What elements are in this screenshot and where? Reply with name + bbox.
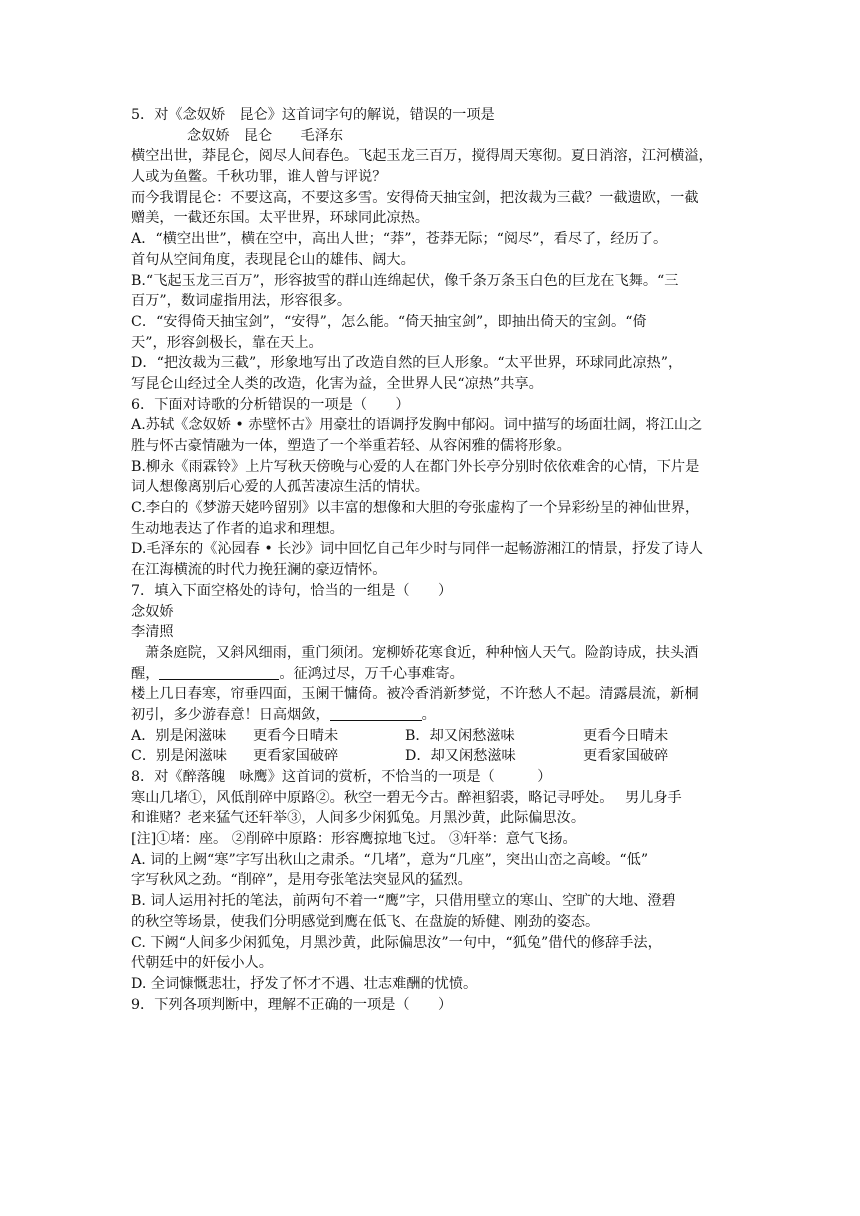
poem-text: 。征鸿过尽，万千心事难寄。 (279, 665, 464, 682)
option-c-line2: 更看家国破碎 (253, 748, 339, 765)
poem-line: 人或为鱼鳖。千秋功罪，谁人曾与评说？ (131, 169, 387, 186)
option-c: C.李白的《梦游天姥吟留别》以丰富的想像和大胆的夸张虚构了一个异彩纷呈的神仙世界， (131, 500, 700, 517)
option-a-cont: 胜与怀古豪情融为一体，塑造了一个举重若轻、从容闲雅的儒将形象。 (131, 438, 571, 454)
option-b: B.柳永《雨霖铃》上片写秋天傍晚与心爱的人在都门外长亭分别时依依难舍的心情，下片是 (131, 458, 700, 475)
poem-line: 和谁赌？老来猛气还轩举③，人间多少闲狐兔。月黑沙黄，此际偏思汝。 (131, 810, 586, 827)
poem-line-blank-2 (131, 705, 741, 726)
option-c-cont: 天”，形容剑极长，靠在天上。 (131, 334, 323, 351)
document-page (131, 105, 741, 1015)
poem-line: 萧条庭院，又斜风细雨，重门须闭。宠柳娇花寒食近，种种恼人天气。险韵诗成，扶头酒 (145, 644, 699, 661)
option-b: B．却又闲愁滋味 (405, 727, 515, 744)
poem-line: 寒山几堵①，风低削碎中原路②。秋空一碧无今古。醉袒貂裘，略记寻呼处。 男儿身手 (131, 789, 682, 806)
option-d-cont: 在江海横流的时代力挽狂澜的豪迈情怀。 (131, 562, 387, 579)
option-c: C. 下阙“人间多少闲狐兔，月黑沙黄，此际偏思汝”一句中，“狐兔”借代的修辞手法， (131, 934, 662, 951)
question-6: 6．下面对诗歌的分析错误的一项是（ ） (131, 396, 410, 413)
option-a-line2: 更看今日晴未 (253, 727, 339, 744)
fill-blank-2 (330, 706, 422, 721)
poem-line-blank-1 (131, 664, 741, 685)
fill-blank-1 (159, 665, 279, 680)
poem-text: 醒， (131, 665, 160, 682)
option-c: C．“安得倚天抽宝剑”，“安得”，怎么能。“倚天抽宝剑”，即抽出倚天的宝剑。“倚 (131, 313, 647, 330)
option-a: A．别是闲滋味 (131, 727, 227, 744)
option-a: A．“横空出世”，横在空中，高出人世；“莽”，苍莽无际；“阅尽”，看尽了，经历了。 (131, 231, 668, 248)
option-d: D.毛泽东的《沁园春 • 长沙》词中回忆自己年少时与同伴一起畅游湘江的情景，抒发了诗人 (131, 541, 703, 558)
option-a: A.苏轼《念奴娇 • 赤壁怀古》用豪壮的语调抒发胸中郁闷。词中描写的场面壮阔，将江山之 (131, 417, 703, 434)
question-7: 7．填入下面空格处的诗句，恰当的一组是（ ） (131, 582, 453, 599)
poem-text: 初引，多少游春意！日高烟敛， (131, 706, 330, 723)
poem-text: 。 (421, 706, 436, 723)
option-d: D．却又闲愁滋味 (405, 748, 516, 765)
option-a: A. 词的上阙“寒”字写出秋山之肃杀。“几堵”，意为“几座”，突出山峦之高峻。“低” (131, 851, 649, 868)
options-row-1 (131, 726, 741, 747)
option-b-cont: 百万”，数词虚指用法，形容很多。 (131, 293, 352, 310)
option-a-cont: 首句从空间角度，表现昆仑山的雄伟、阔大。 (131, 251, 415, 268)
poem-line: 横空出世，莽昆仑，阅尽人间春色。飞起玉龙三百万，搅得周天寒彻。夏日消溶，江河横溢， (131, 148, 713, 165)
question-9: 9．下列各项判断中，理解不正确的一项是（ ） (131, 996, 453, 1013)
option-c: C．别是闲滋味 (131, 748, 227, 765)
option-b-line2: 更看今日晴未 (583, 727, 669, 744)
option-d: D. 全词慷慨悲壮，抒发了怀才不遇、壮志难酬的忧愤。 (131, 975, 478, 992)
poem-line: 而今我谓昆仑：不要这高，不要这多雪。安得倚天抽宝剑，把汝裁为三截？一截遗欧，一截 (131, 189, 699, 206)
option-d-cont: 写昆仑山经过全人类的改造，化害为益，全世界人民“凉热”共享。 (131, 375, 543, 392)
option-d: D．“把汝裁为三截”，形象地写出了改造自然的巨人形象。“太平世界，环球同此凉热”， (131, 355, 683, 372)
option-c-cont: 生动地表达了作者的追求和理想。 (131, 520, 344, 537)
option-d-line2: 更看家国破碎 (583, 748, 669, 765)
option-c-cont: 代朝廷中的奸佞小人。 (131, 955, 273, 972)
poem-line: 赠美，一截还东国。太平世界，环球同此凉热。 (131, 210, 429, 227)
option-b-cont: 的秋空等场景，使我们分明感觉到鹰在低飞、在盘旋的矫健、刚劲的姿态。 (131, 913, 600, 930)
option-b: B. 词人运用衬托的笔法，前两句不着一“鹰”字，只借用壁立的寒山、空旷的大地、澄碧 (131, 893, 676, 910)
question-8: 8．对《醉落魄 咏鹰》这首词的赏析，不恰当的一项是（ ） (131, 769, 552, 785)
poem-title: 念奴娇 昆仑 毛泽东 (187, 127, 344, 144)
option-b: B.“飞起玉龙三百万”，形容披雪的群山连绵起伏，像千条万条玉白色的巨龙在飞舞。“三 (131, 272, 679, 289)
question-5: 5．对《念奴娇 昆仑》这首词字句的解说，错误的一项是 (131, 107, 495, 123)
poem-author: 李清照 (131, 624, 174, 641)
poem-title: 念奴娇 (131, 603, 174, 620)
annotation: [注]①堵：座。 ②削碎中原路：形容鹰掠地飞过。 ③轩举：意气飞扬。 (131, 831, 577, 848)
poem-line: 楼上几日春寒，帘垂四面，玉阑干慵倚。被冷香消新梦觉，不许愁人不起。清露晨流，新桐 (131, 686, 699, 703)
options-row-2 (131, 746, 741, 767)
option-a-cont: 字写秋风之劲。“削碎”，是用夸张笔法突显风的猛烈。 (131, 872, 472, 889)
option-b-cont: 词人想像离别后心爱的人孤苦凄凉生活的情状。 (131, 479, 429, 496)
